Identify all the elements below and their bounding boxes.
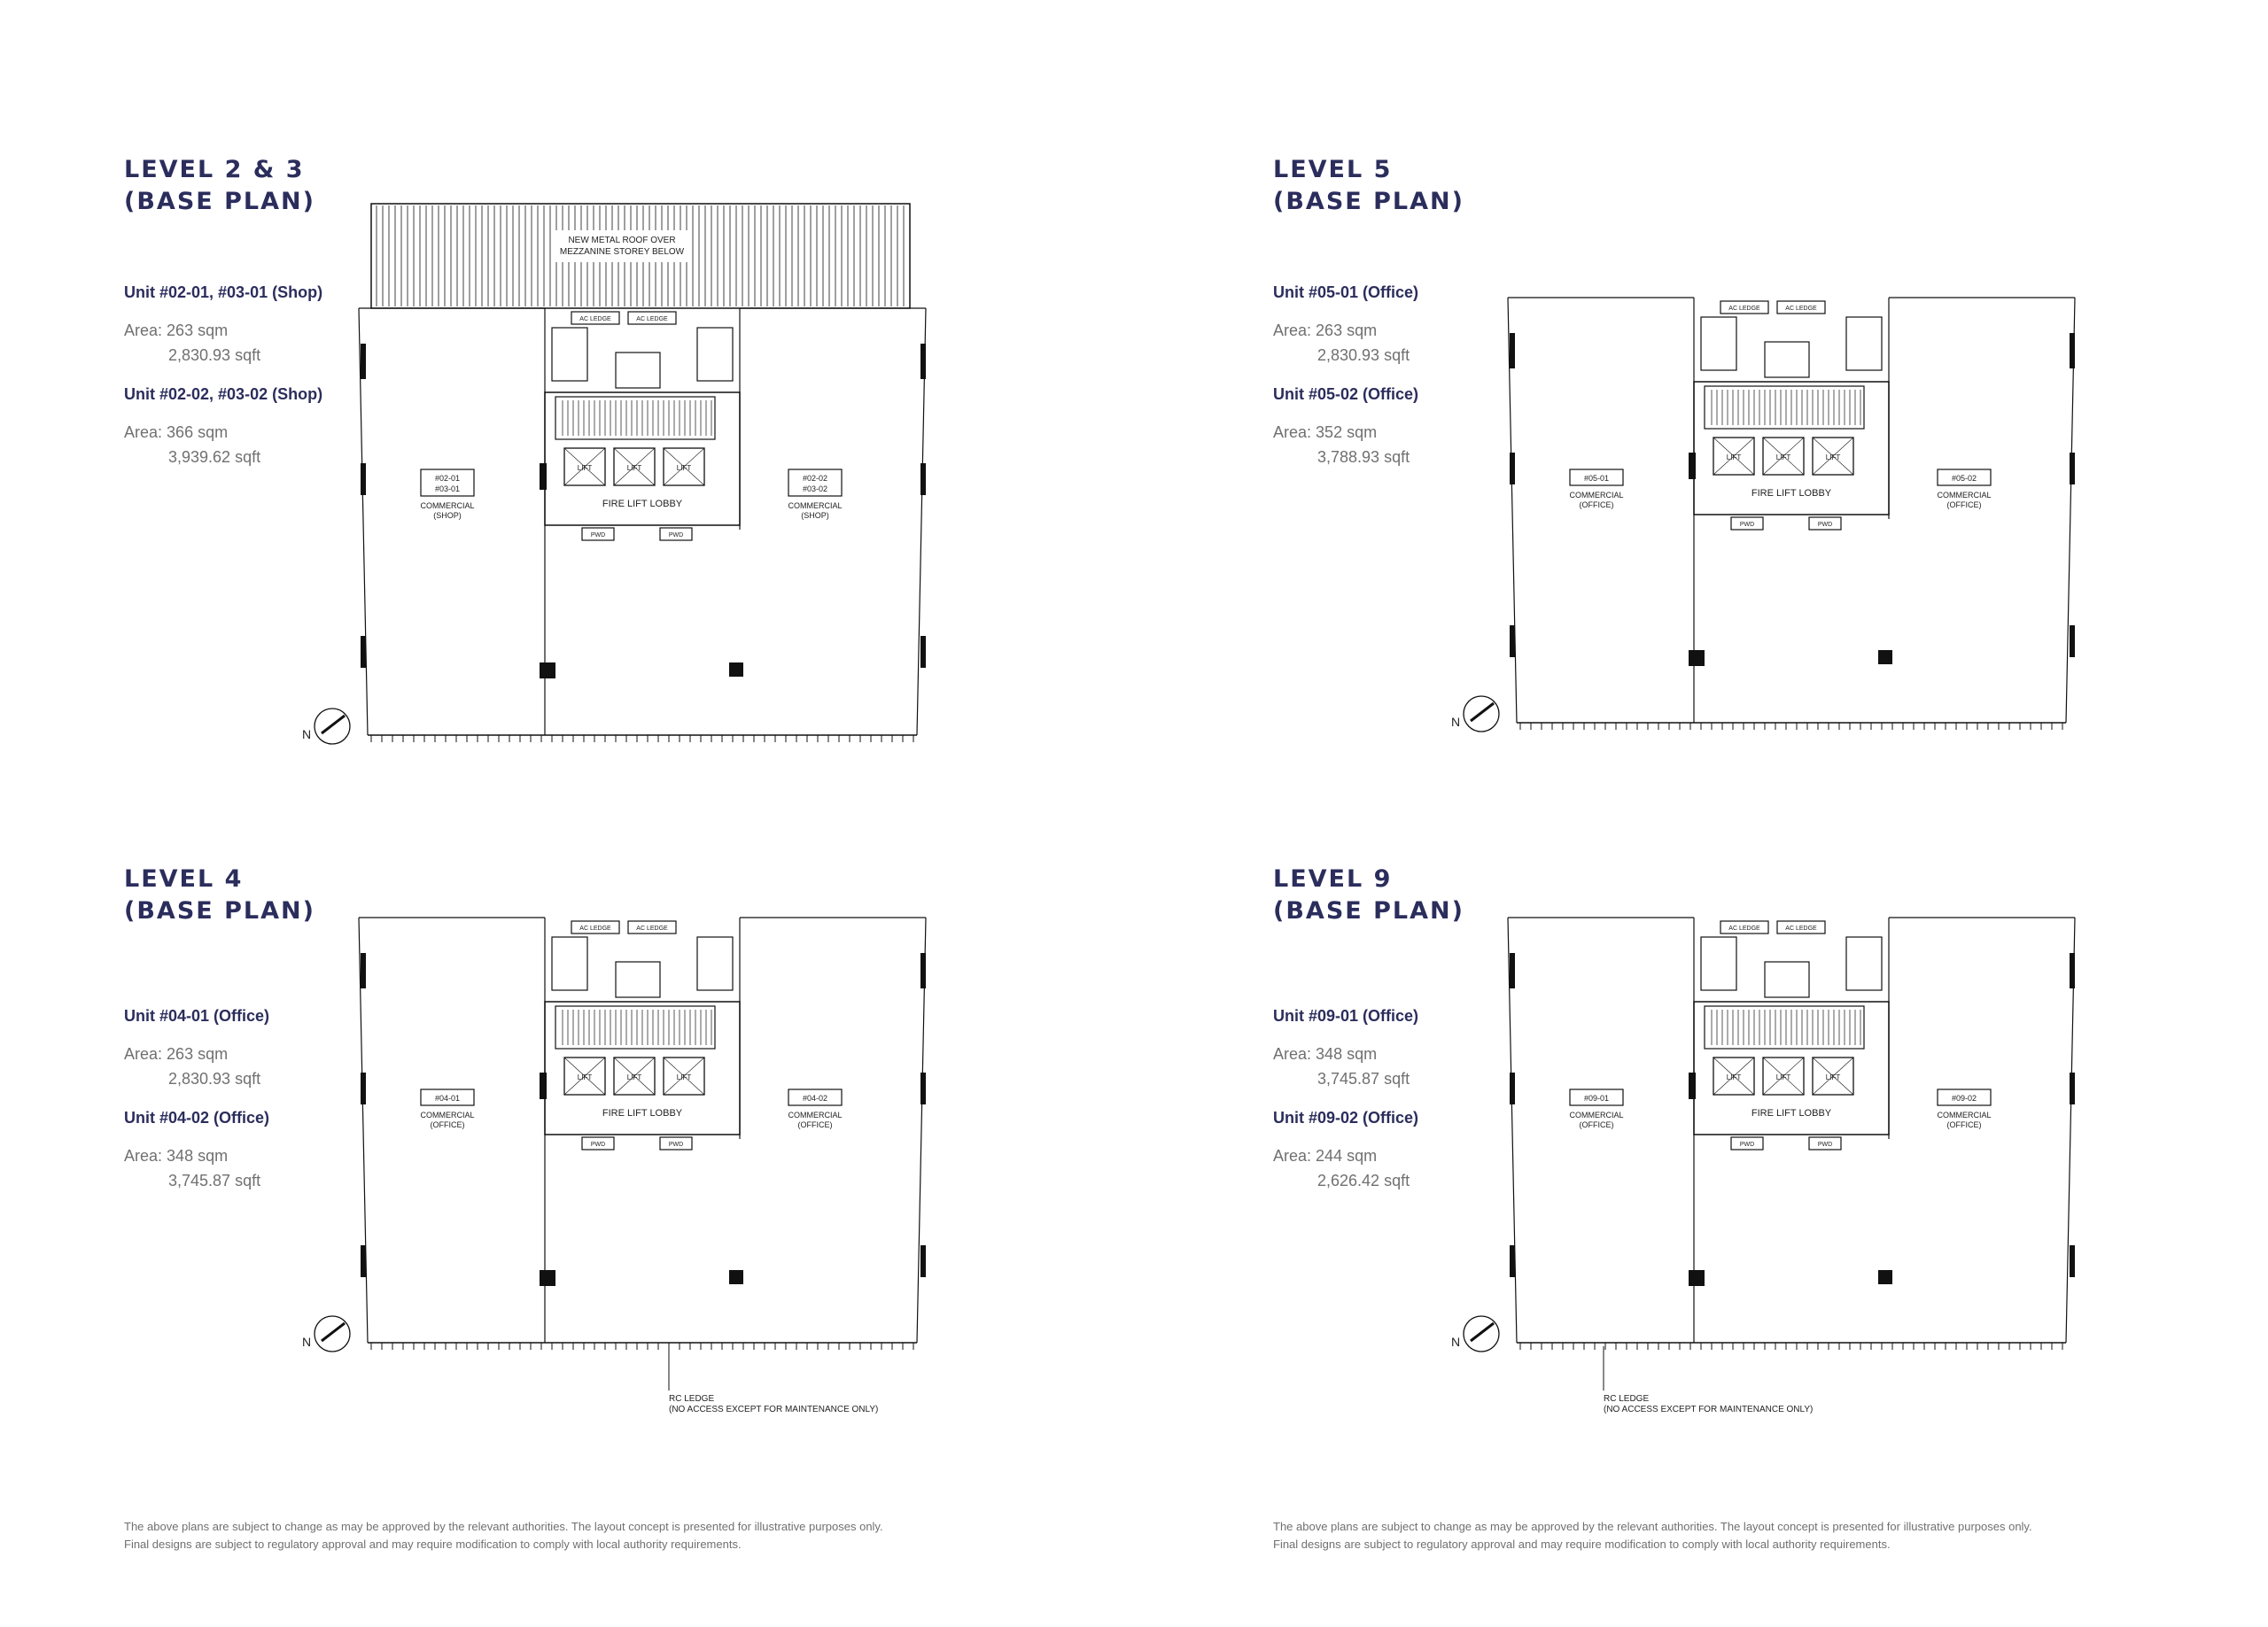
disclaimer-line: Final designs are subject to regulatory approval and may require modification to comply with local authority requirements. <box>124 1538 742 1551</box>
ac-ledge-label: AC LEDGE <box>636 926 668 932</box>
column <box>920 463 926 495</box>
toilet-block <box>697 937 733 990</box>
left-unit-use: COMMERCIAL <box>420 501 475 510</box>
ledge-note: (NO ACCESS EXCEPT FOR MAINTENANCE ONLY) <box>1604 1405 1814 1414</box>
pwd-label: PWD <box>1739 522 1755 528</box>
pwd-label: PWD <box>590 1142 606 1148</box>
pwd-label: PWD <box>590 532 606 538</box>
right-unit-number: #02-02 <box>802 474 828 483</box>
unit-name: Unit #04-02 (Office) <box>124 1109 270 1127</box>
area-sqm: 263 sqm <box>167 322 229 339</box>
service-lift <box>616 962 660 997</box>
level-title <box>1273 154 1464 218</box>
right-unit-use: (OFFICE) <box>1946 1120 1982 1129</box>
ac-ledge-label: AC LEDGE <box>1728 306 1760 312</box>
level-title-subline: (BASE PLAN) <box>124 188 315 215</box>
right-unit-number: #03-02 <box>802 484 828 493</box>
area-sqm: 348 sqm <box>167 1147 229 1165</box>
area-label: Area: <box>1273 1147 1312 1165</box>
toilet-block <box>1846 317 1882 370</box>
unit-name: Unit #09-02 (Office) <box>1273 1109 1419 1127</box>
level-title-subline: (BASE PLAN) <box>124 897 315 925</box>
left-unit-use: (OFFICE) <box>1579 1120 1614 1129</box>
column-square <box>1878 650 1892 664</box>
staircase <box>1705 386 1864 429</box>
column <box>361 344 366 379</box>
plan-linework <box>1464 918 2075 1391</box>
staircase <box>1705 1006 1864 1049</box>
left-unit-use: (SHOP) <box>433 511 462 520</box>
stair-treads <box>1712 1010 1860 1045</box>
area-label: Area: <box>124 1147 163 1165</box>
pwd-label: PWD <box>1817 1142 1833 1148</box>
floor-plan-svg <box>1451 298 2101 864</box>
floor-plan-panel <box>1273 154 2268 845</box>
area-sqm: 244 sqm <box>1316 1147 1378 1165</box>
roof-note-text: NEW METAL ROOF OVER <box>568 236 676 245</box>
north-label: N <box>1451 1335 1461 1349</box>
lift-label: LIFT <box>1726 1073 1742 1081</box>
area-sqft: 3,745.87 sqft <box>168 1172 261 1189</box>
area-sqm: 352 sqm <box>1316 423 1378 441</box>
lobby-label: FIRE LIFT LOBBY <box>1751 1108 1832 1119</box>
unit-name: Unit #09-01 (Office) <box>1273 1007 1419 1025</box>
area-label: Area: <box>1273 1045 1312 1063</box>
lift-label: LIFT <box>676 464 692 472</box>
column <box>920 1245 926 1277</box>
toilet-block <box>552 937 587 990</box>
area-sqft: 3,939.62 sqft <box>168 448 261 466</box>
column <box>920 344 926 379</box>
area-sqm: 348 sqm <box>1316 1045 1378 1063</box>
structural-columns <box>361 953 926 1286</box>
column <box>2070 333 2075 368</box>
area-sqft: 2,626.42 sqft <box>1317 1172 1410 1189</box>
left-unit-use: COMMERCIAL <box>1569 1111 1624 1120</box>
ac-ledge-label: AC LEDGE <box>636 316 668 322</box>
right-unit-use: COMMERCIAL <box>788 1111 843 1120</box>
level-title-line: LEVEL 4 <box>124 865 244 893</box>
area-sqft: 2,830.93 sqft <box>1317 346 1410 364</box>
area-label: Area: <box>124 322 163 339</box>
column <box>1510 1245 1515 1277</box>
column <box>361 1245 366 1277</box>
lobby-label: FIRE LIFT LOBBY <box>602 499 683 509</box>
left-unit-use: COMMERCIAL <box>1569 491 1624 500</box>
lift-label: LIFT <box>1825 1073 1841 1081</box>
area-label: Area: <box>1273 322 1312 339</box>
column <box>361 1073 366 1104</box>
service-lift <box>1765 342 1809 377</box>
service-lift <box>616 353 660 388</box>
ledge-note: RC LEDGE <box>1604 1394 1650 1404</box>
column <box>920 953 926 988</box>
right-unit-use: COMMERCIAL <box>788 501 843 510</box>
lift-label: LIFT <box>676 1073 692 1081</box>
left-unit-number: #03-01 <box>434 484 461 493</box>
plan-linework <box>1464 298 2075 732</box>
staircase <box>555 1006 715 1049</box>
facade-ticks <box>1520 1343 2062 1350</box>
ledge-note: RC LEDGE <box>669 1394 715 1404</box>
unit-name: Unit #05-01 (Office) <box>1273 283 1419 301</box>
ac-ledge-label: AC LEDGE <box>1785 306 1817 312</box>
column-square <box>729 1270 743 1284</box>
column-square <box>1689 650 1705 666</box>
level-title-line: LEVEL 5 <box>1273 156 1393 183</box>
lift-label: LIFT <box>577 464 593 472</box>
left-unit-use: (OFFICE) <box>1579 500 1614 509</box>
disclaimer-line: Final designs are subject to regulatory approval and may require modification to comply with local authority requirements. <box>1273 1538 1891 1551</box>
area-sqft: 3,745.87 sqft <box>1317 1070 1410 1088</box>
floor-plan-svg <box>1451 918 2101 1484</box>
ac-ledge-label: AC LEDGE <box>1728 926 1760 932</box>
floor-plan-drawing <box>1451 918 2101 1484</box>
plan-linework <box>315 204 926 744</box>
area-sqft: 2,830.93 sqft <box>168 346 261 364</box>
lift-label: LIFT <box>1825 453 1841 461</box>
ledge-note: (NO ACCESS EXCEPT FOR MAINTENANCE ONLY) <box>669 1405 879 1414</box>
level-title-line: LEVEL 2 & 3 <box>124 156 305 183</box>
ac-ledge-label: AC LEDGE <box>579 926 611 932</box>
level-title-subline: (BASE PLAN) <box>1273 897 1464 925</box>
left-unit-number: #02-01 <box>434 474 461 483</box>
roof-note-text: MEZZANINE STOREY BELOW <box>559 247 685 257</box>
column <box>1689 453 1696 479</box>
left-unit-number: #09-01 <box>1583 1094 1610 1103</box>
lift-label: LIFT <box>1726 453 1742 461</box>
column <box>2070 953 2075 988</box>
facade-ticks <box>1520 723 2062 730</box>
right-unit-use: (OFFICE) <box>1946 500 1982 509</box>
level-title <box>124 864 315 927</box>
column <box>1510 333 1515 368</box>
disclaimer-left <box>124 1518 992 1553</box>
unit-name: Unit #02-01, #03-01 (Shop) <box>124 283 323 301</box>
pwd-label: PWD <box>668 1142 684 1148</box>
floor-plan-panel <box>124 154 1240 845</box>
area-label: Area: <box>124 423 163 441</box>
unit-name: Unit #02-02, #03-02 (Shop) <box>124 385 323 403</box>
right-unit-use: COMMERCIAL <box>1937 491 1992 500</box>
pwd-label: PWD <box>1817 522 1833 528</box>
column <box>1510 1073 1515 1104</box>
north-label: N <box>302 727 312 741</box>
level-title-subline: (BASE PLAN) <box>1273 188 1464 215</box>
floor-plan-svg <box>302 204 952 771</box>
area-sqm: 263 sqm <box>167 1045 229 1063</box>
right-unit-number: #05-02 <box>1951 474 1977 483</box>
level-title <box>124 154 315 218</box>
north-label: N <box>1451 715 1461 729</box>
north-arrow-needle <box>1471 703 1494 721</box>
disclaimer-line: The above plans are subject to change as may be approved by the relevant authorities. The layout concept is presented for illustrative purposes only. <box>1273 1520 2032 1533</box>
area-sqm: 366 sqm <box>167 423 229 441</box>
structural-columns <box>1510 333 2075 666</box>
left-unit-use: COMMERCIAL <box>420 1111 475 1120</box>
floor-plan-svg <box>302 918 952 1484</box>
ac-ledge-label: AC LEDGE <box>579 316 611 322</box>
left-unit-use: (OFFICE) <box>430 1120 465 1129</box>
facade-ticks <box>371 1343 913 1350</box>
column <box>540 463 547 490</box>
column-square <box>1878 1270 1892 1284</box>
lift-label: LIFT <box>626 1073 642 1081</box>
column <box>361 636 366 668</box>
north-arrow-needle <box>322 1323 345 1341</box>
lobby-label: FIRE LIFT LOBBY <box>602 1108 683 1119</box>
column-square <box>729 662 743 677</box>
column <box>920 1073 926 1104</box>
toilet-block <box>552 328 587 381</box>
north-arrow-needle <box>322 716 345 733</box>
area-label: Area: <box>1273 423 1312 441</box>
column-square <box>540 1270 555 1286</box>
level-title <box>1273 864 1464 927</box>
area-sqft: 3,788.93 sqft <box>1317 448 1410 466</box>
floor-plan-drawing <box>1451 298 2101 864</box>
right-unit-use: (OFFICE) <box>797 1120 833 1129</box>
column <box>2070 453 2075 484</box>
disclaimer-line: The above plans are subject to change as may be approved by the relevant authorities. The layout concept is presented for illustrative purposes only. <box>124 1520 883 1533</box>
floor-plan-drawing <box>302 204 952 771</box>
toilet-block <box>1701 937 1736 990</box>
service-lift <box>1765 962 1809 997</box>
column <box>2070 625 2075 657</box>
area-label: Area: <box>124 1045 163 1063</box>
lift-label: LIFT <box>1775 1073 1791 1081</box>
right-unit-number: #09-02 <box>1951 1094 1977 1103</box>
stair-treads <box>563 400 711 436</box>
facade-ticks <box>371 735 913 742</box>
toilet-block <box>1701 317 1736 370</box>
column <box>920 636 926 668</box>
level-title-line: LEVEL 9 <box>1273 865 1393 893</box>
lift-label: LIFT <box>626 464 642 472</box>
column <box>361 953 366 988</box>
north-label: N <box>302 1335 312 1349</box>
disclaimer-right <box>1273 1518 2141 1553</box>
floor-plan-drawing <box>302 918 952 1484</box>
floor-plan-panel <box>124 864 1240 1554</box>
lift-label: LIFT <box>1775 453 1791 461</box>
right-unit-use: (SHOP) <box>801 511 829 520</box>
lift-label: LIFT <box>577 1073 593 1081</box>
column <box>1510 453 1515 484</box>
right-unit-use: COMMERCIAL <box>1937 1111 1992 1120</box>
column-square <box>540 662 555 678</box>
column-square <box>1689 1270 1705 1286</box>
unit-name: Unit #05-02 (Office) <box>1273 385 1419 403</box>
unit-name: Unit #04-01 (Office) <box>124 1007 270 1025</box>
column <box>540 1073 547 1099</box>
floor-plan-panel <box>1273 864 2268 1554</box>
toilet-block <box>697 328 733 381</box>
area-sqft: 2,830.93 sqft <box>168 1070 261 1088</box>
column <box>361 463 366 495</box>
column <box>1510 953 1515 988</box>
right-unit-number: #04-02 <box>802 1094 828 1103</box>
area-sqm: 263 sqm <box>1316 322 1378 339</box>
north-arrow-needle <box>1471 1323 1494 1341</box>
left-unit-number: #05-01 <box>1583 474 1610 483</box>
stair-treads <box>1712 390 1860 425</box>
lobby-label: FIRE LIFT LOBBY <box>1751 488 1832 499</box>
pwd-label: PWD <box>668 532 684 538</box>
column <box>1510 625 1515 657</box>
toilet-block <box>1846 937 1882 990</box>
pwd-label: PWD <box>1739 1142 1755 1148</box>
stair-treads <box>563 1010 711 1045</box>
left-unit-number: #04-01 <box>434 1094 461 1103</box>
structural-columns <box>1510 953 2075 1286</box>
ac-ledge-label: AC LEDGE <box>1785 926 1817 932</box>
column <box>2070 1245 2075 1277</box>
column <box>1689 1073 1696 1099</box>
column <box>2070 1073 2075 1104</box>
staircase <box>555 397 715 439</box>
plan-linework <box>315 918 926 1391</box>
